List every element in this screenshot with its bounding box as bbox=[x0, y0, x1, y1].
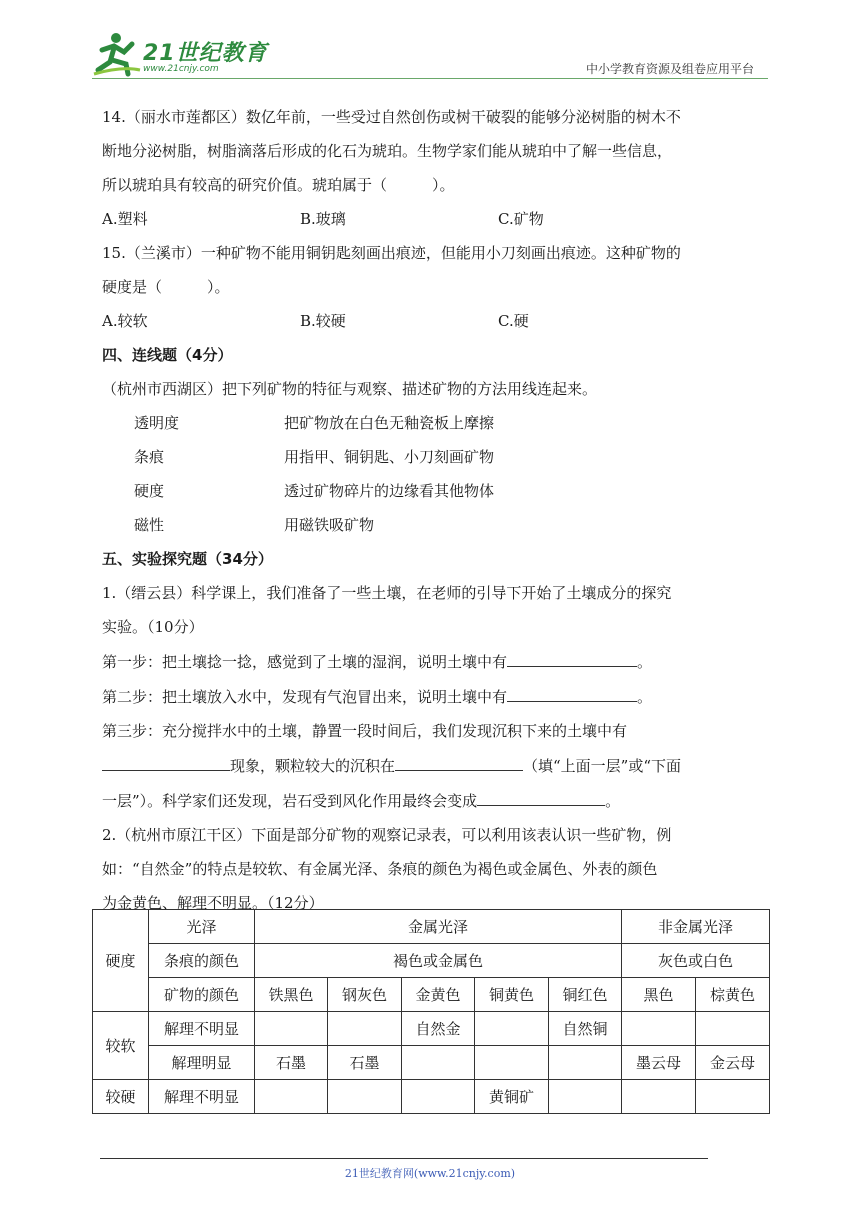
page-header bbox=[0, 0, 860, 90]
metal-luster-header: 金属光泽 bbox=[255, 910, 622, 944]
streak-color-header: 条痕的颜色 bbox=[149, 944, 255, 978]
section4-intro: （杭州市西湖区）把下列矿物的特征与观察、描述矿物的方法用线连起来。 bbox=[102, 380, 598, 398]
color-cell: 铜红色 bbox=[549, 978, 622, 1012]
match-right-item: 用磁铁吸矿物 bbox=[284, 516, 375, 534]
q15-option-a: A.较软 bbox=[102, 312, 148, 330]
step3-text-b: （填“上面一层”或“下面 bbox=[523, 757, 682, 775]
table-cell: 黄铜矿 bbox=[475, 1080, 549, 1114]
header-divider bbox=[92, 78, 768, 79]
q14-line3: 所以琥珀具有较高的研究价值。琥珀属于（ ）。 bbox=[102, 176, 455, 194]
document-body bbox=[102, 100, 770, 920]
table-cell: 自然金 bbox=[402, 1012, 475, 1046]
q15-option-b: B.较硬 bbox=[300, 312, 346, 330]
table-cell bbox=[402, 1046, 475, 1080]
q14-options bbox=[102, 202, 770, 236]
answer-blank[interactable] bbox=[507, 644, 637, 667]
match-left-item: 透明度 bbox=[134, 414, 180, 432]
match-row bbox=[102, 508, 770, 542]
match-right-item: 把矿物放在白色无釉瓷板上摩擦 bbox=[284, 414, 495, 432]
nonmetal-luster-header: 非金属光泽 bbox=[622, 910, 770, 944]
q15-option-c: C.硬 bbox=[498, 312, 529, 330]
s5-q2-line3: 为金黄色、解理不明显。（12分） bbox=[102, 894, 324, 912]
cleavage-unclear-label: 解理不明显 bbox=[149, 1080, 255, 1114]
table-cell: 石墨 bbox=[255, 1046, 328, 1080]
step3-line2 bbox=[102, 748, 770, 783]
step3-text-c: 一层”）。科学家们还发现，岩石受到风化作用最终会变成 bbox=[102, 792, 478, 810]
footer-divider bbox=[100, 1158, 708, 1159]
q15-line1: 15.（兰溪市）一种矿物不能用铜钥匙刻画出痕迹，但能用小刀刻画出痕迹。这种矿物的 bbox=[102, 244, 681, 262]
match-row bbox=[102, 440, 770, 474]
table-cell: 墨云母 bbox=[622, 1046, 696, 1080]
step3-line3 bbox=[102, 783, 770, 818]
step2-text: 第二步：把土壤放入水中，发现有气泡冒出来，说明土壤中有 bbox=[102, 688, 508, 706]
step1-text: 第一步：把土壤捻一捻，感觉到了土壤的湿润，说明土壤中有 bbox=[102, 653, 508, 671]
logo-url: www.21cnjy.com bbox=[143, 64, 219, 74]
cleavage-clear-label: 解理明显 bbox=[149, 1046, 255, 1080]
q14-option-a: A.塑料 bbox=[102, 210, 148, 228]
match-left-item: 磁性 bbox=[134, 516, 165, 534]
step3-end: 。 bbox=[605, 792, 621, 810]
table-cell bbox=[255, 1012, 328, 1046]
soft-label: 较软 bbox=[93, 1012, 149, 1080]
table-cell bbox=[696, 1012, 770, 1046]
step2-end: 。 bbox=[637, 688, 653, 706]
table-cell: 自然铜 bbox=[549, 1012, 622, 1046]
table-cell: 石墨 bbox=[328, 1046, 402, 1080]
match-row bbox=[102, 474, 770, 508]
step3-text-a: 现象，颗粒较大的沉积在 bbox=[230, 757, 396, 775]
q14-option-b: B.玻璃 bbox=[300, 210, 346, 228]
color-cell: 黑色 bbox=[622, 978, 696, 1012]
q14-line1: 14.（丽水市莲都区）数亿年前，一些受过自然创伤或树干破裂的能够分泌树脂的树木不 bbox=[102, 108, 681, 126]
luster-header: 光泽 bbox=[149, 910, 255, 944]
q14-option-c: C.矿物 bbox=[498, 210, 544, 228]
table-cell bbox=[475, 1046, 549, 1080]
table-cell bbox=[255, 1080, 328, 1114]
gray-or-white-cell: 灰色或白色 bbox=[622, 944, 770, 978]
cleavage-unclear-label: 解理不明显 bbox=[149, 1012, 255, 1046]
match-row bbox=[102, 406, 770, 440]
table-cell bbox=[696, 1080, 770, 1114]
match-right-item: 用指甲、铜钥匙、小刀刻画矿物 bbox=[284, 448, 495, 466]
color-cell: 钢灰色 bbox=[328, 978, 402, 1012]
answer-blank[interactable] bbox=[477, 783, 605, 806]
header-platform-text: 中小学教育资源及组卷应用平台 bbox=[585, 62, 754, 76]
answer-blank[interactable] bbox=[395, 748, 523, 771]
mineral-color-header: 矿物的颜色 bbox=[149, 978, 255, 1012]
color-cell: 金黄色 bbox=[402, 978, 475, 1012]
match-right-item: 透过矿物碎片的边缘看其他物体 bbox=[284, 482, 495, 500]
section5-title: 五、实验探究题（34分） bbox=[102, 550, 273, 568]
section4-title: 四、连线题（4分） bbox=[102, 346, 233, 364]
table-cell bbox=[328, 1012, 402, 1046]
table-cell bbox=[622, 1080, 696, 1114]
q15-options bbox=[102, 304, 770, 338]
answer-blank[interactable] bbox=[102, 748, 230, 771]
step3-line1: 第三步：充分搅拌水中的土壤，静置一段时间后，我们发现沉积下来的土壤中有 bbox=[102, 722, 628, 740]
footer-text: 21世纪教育网(www.21cnjy.com) bbox=[344, 1167, 516, 1180]
match-left-item: 条痕 bbox=[134, 448, 165, 466]
table-cell: 金云母 bbox=[696, 1046, 770, 1080]
color-cell: 棕黄色 bbox=[696, 978, 770, 1012]
q14-line2: 断地分泌树脂，树脂滴落后形成的化石为琥珀。生物学家们能从琥珀中了解一些信息， bbox=[102, 142, 673, 160]
hard-label: 较硬 bbox=[93, 1080, 149, 1114]
s5-q2-line2: 如：“自然金”的特点是较软、有金属光泽、条痕的颜色为褐色或金属色、外表的颜色 bbox=[102, 860, 658, 878]
table-cell bbox=[328, 1080, 402, 1114]
answer-blank[interactable] bbox=[507, 679, 637, 702]
match-left-item: 硬度 bbox=[134, 482, 165, 500]
s5-q1-line2: 实验。（10分） bbox=[102, 618, 204, 636]
table-cell bbox=[402, 1080, 475, 1114]
hardness-header: 硬度 bbox=[93, 910, 149, 1012]
step1-end: 。 bbox=[637, 653, 653, 671]
table-cell bbox=[549, 1046, 622, 1080]
mineral-observation-table bbox=[92, 909, 770, 1114]
step1-line bbox=[102, 644, 770, 679]
table-cell bbox=[475, 1012, 549, 1046]
color-cell: 铁黑色 bbox=[255, 978, 328, 1012]
q15-line2: 硬度是（ ）。 bbox=[102, 278, 230, 296]
color-cell: 铜黄色 bbox=[475, 978, 549, 1012]
s5-q2-line1: 2.（杭州市原江干区）下面是部分矿物的观察记录表，可以利用该表认识一些矿物，例 bbox=[102, 826, 672, 844]
s5-q1-line1: 1.（缙云县）科学课上，我们准备了一些土壤，在老师的引导下开始了土壤成分的探究 bbox=[102, 584, 672, 602]
brown-or-metal-cell: 褐色或金属色 bbox=[255, 944, 622, 978]
step2-line bbox=[102, 679, 770, 714]
table-cell bbox=[622, 1012, 696, 1046]
table-cell bbox=[549, 1080, 622, 1114]
logo-text: 21世纪教育 bbox=[143, 41, 268, 66]
